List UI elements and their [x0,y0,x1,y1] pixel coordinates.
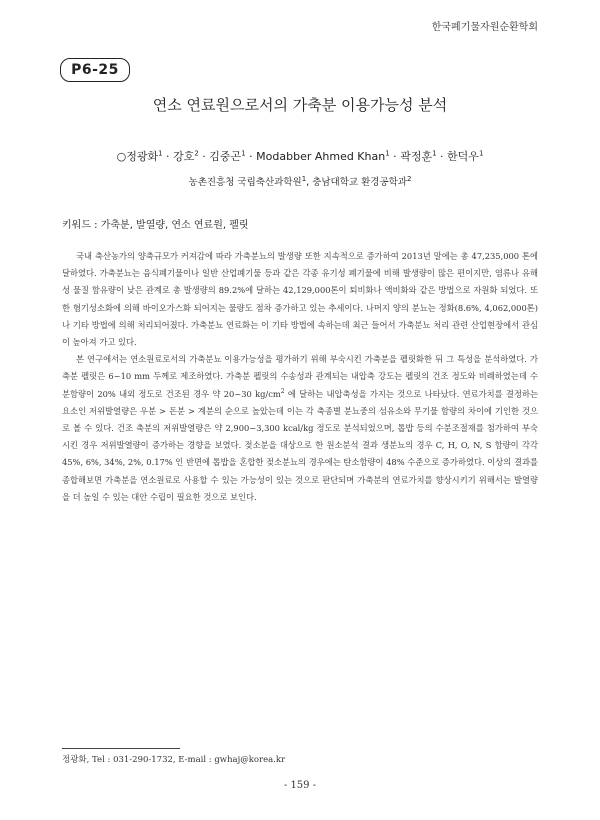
keywords-line [62,216,249,231]
affiliation-list: 농촌진흥청 국립축산과학원$^1$, 충남대학교 환경공학과$^2$ [188,174,412,188]
keywords-value: 가축분, 발열량, 연소 연료원, 펠릿 [100,220,249,231]
paragraph: 본 연구에서는 연소원료로서의 가축분뇨 이용가능성을 평가하기 위해 부숙시킨 가축분을 펠릿화한 뒤 그 특성을 분석하였다. 가축분 펠릿은 6~10 mm 두께로 제조하였다. 가축분 펠릿의 수송성과 관계되는 내압축 강도는 펠릿의 건조 정도와 비례하였는데 수분함량이 20% 내외 정도로 건조된 경우 약 20~30 $kg/cm^2$ 에 달하는 내압축성을 가지는 것으로 나타났다. 연료가치를 결정하는 요소인 저위발열량은 우분 > 돈분 > 계분의 순으로 높았는데 이는 각 축종별 분뇨중의 섬유소와 무기물 함량의 차이에 기인한 것으로 볼 수 있다. 건조 축분의 저위발열량은 약 2,900~3,300 kcal/kg 정도로 분석되었으며, 톱밥 등의 수분조절재를 첨가하여 부숙시킨 경우 저위발열량이 증가하는 경향을 보였다. 젖소분을 대상으로 한 원소분석 결과 생분뇨의 경우 C, H, O, N, S 함량이 각각 45%, 6%, 34%, 2%, 0.17% 인 반면에 톱밥을 혼합한 젖소분뇨의 경우에는 탄소함량이 48% 수준으로 증가하였다. 이상의 결과를 종합해보면 가축분을 연소원료로 사용할 수 있는 가능성이 있는 것으로 판단되며 가축분의 연료가치를 향상시키기 위해서는 발열량을 더 높일 수 있는 대안 수립이 필요한 것으로 보인다. [62,354,538,502]
author-name: 김중곤 [209,150,242,163]
paragraph: 국내 축산농가의 양축규모가 커져감에 따라 가축분뇨의 발생량 또한 지속적으로 증가하여 2013년 말에는 총 47,235,000 톤에 달하였다. 가축분뇨는 음식폐기물이나 일반 산업폐기물 등과 같은 각종 유기성 폐기물에 비해 발생량이 많은 편이지만, 염류나 유해성 물질 함유량이 낮은 관계로 총 발생량의 89.2%에 달하는 42,129,000톤이 퇴비화나 액비화와 같은 방법으로 자원화 되었다. 또한 혐기성소화에 의해 바이오가스화 되어지는 물량도 점차 증가하고 있는 추세이다. 나머지 양의 분뇨는 정화(8.6%, 4,062,000톤)나 기타 방법에 의해 처리되어졌다. 가축분뇨 연료화는 이 기타 방법에 속하는데 최근 들어서 가축분뇨 처리 관련 산업현장에서 관심이 높아져 가고 있다. [62,251,538,348]
affiliation: 충남대학교 환경공학과 [312,177,407,188]
abstract-body [62,248,538,506]
footnote-divider [62,748,180,749]
keywords-label: 키워드 : [62,220,98,231]
author-name: 곽정훈 [400,150,433,163]
paper-title: 연소 연료원으로서의 가축분 이용가능성 분석 [152,96,448,114]
author-name: 강호 [173,150,195,163]
society-header: 한국폐기물자원순환학회 [431,22,538,33]
author-name: 한덕우 [447,150,479,163]
footnote-contact: 정광화, Tel : 031-290-1732, E-mail : gwhaj@korea.kr [62,755,286,765]
author-list: ○정광화$^1$ · 강호$^2$ · 김중곤$^1$ · Modabber Ahmed Khan$^1$ · 곽정훈$^1$ · 한덕우$^1$ [116,149,484,163]
session-code-badge: P6-25 [60,58,130,82]
affiliation: 농촌진흥청 국립축산과학원 [188,177,302,188]
author-name: 정광화 [126,150,159,163]
page-number: - 159 - [283,780,317,791]
author-name: Modabber Ahmed Khan [256,150,386,163]
